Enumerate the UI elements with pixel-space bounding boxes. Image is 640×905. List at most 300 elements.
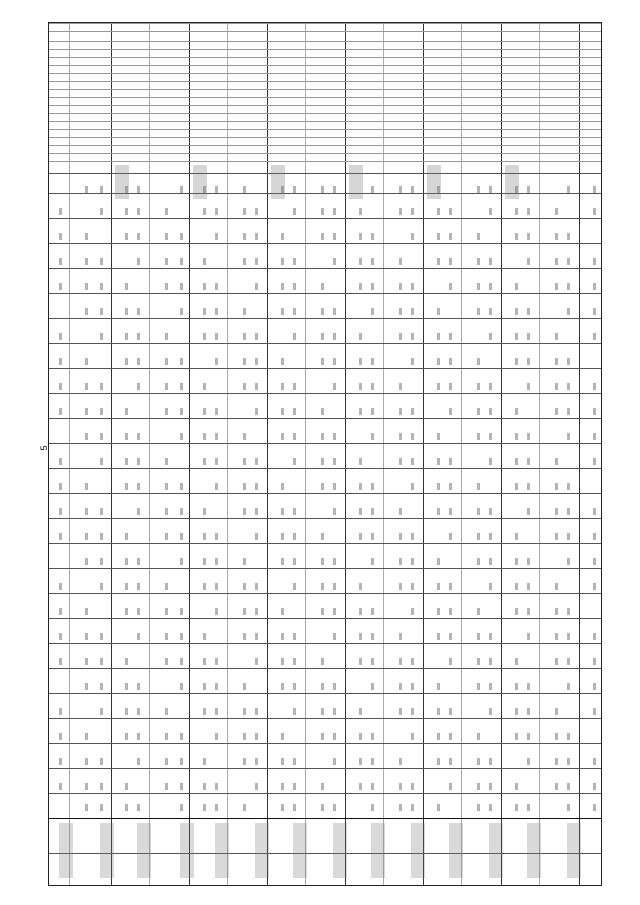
table-cell-value bbox=[321, 608, 324, 615]
table-cell-value bbox=[293, 433, 296, 440]
table-cell-value bbox=[477, 508, 480, 515]
table-cell-value bbox=[567, 233, 570, 240]
table-cell-value bbox=[100, 533, 103, 540]
table-cell-value bbox=[203, 383, 206, 390]
table-cell-value bbox=[165, 408, 168, 415]
table-cell-value bbox=[399, 408, 402, 415]
table-cell-value bbox=[527, 333, 530, 340]
table-cell-description bbox=[255, 823, 269, 878]
table-cell-value bbox=[165, 783, 168, 790]
table-cell-value bbox=[215, 683, 218, 690]
table-cell-value bbox=[203, 783, 206, 790]
table-cell-value bbox=[125, 283, 128, 290]
table-cell-value bbox=[203, 433, 206, 440]
table-cell-value bbox=[203, 333, 206, 340]
table-cell-value bbox=[243, 308, 246, 315]
table-column-rule bbox=[49, 518, 601, 519]
table-column-rule bbox=[49, 145, 601, 146]
table-cell-value bbox=[125, 804, 128, 811]
table-cell-value bbox=[489, 408, 492, 415]
table-cell-value bbox=[321, 433, 324, 440]
table-cell-value bbox=[567, 308, 570, 315]
table-cell-value bbox=[165, 658, 168, 665]
table-cell-value bbox=[555, 708, 558, 715]
table-cell-value bbox=[281, 733, 284, 740]
table-cell-value bbox=[399, 283, 402, 290]
table-cell-value bbox=[399, 308, 402, 315]
table-cell-value bbox=[399, 583, 402, 590]
table-cell-value bbox=[293, 583, 296, 590]
table-cell-value bbox=[333, 708, 336, 715]
table-cell-value bbox=[515, 733, 518, 740]
table-cell-value bbox=[593, 783, 596, 790]
table-cell-value bbox=[85, 783, 88, 790]
table-cell-value bbox=[137, 483, 140, 490]
table-cell-value bbox=[243, 483, 246, 490]
table-cell-value bbox=[281, 483, 284, 490]
table-column-rule bbox=[49, 97, 601, 98]
table-cell-value bbox=[215, 608, 218, 615]
table-cell-value bbox=[100, 383, 103, 390]
table-cell-value bbox=[527, 383, 530, 390]
table-cell-value bbox=[411, 533, 414, 540]
table-cell-value bbox=[515, 233, 518, 240]
table-cell-value bbox=[567, 258, 570, 265]
table-cell-value bbox=[371, 408, 374, 415]
table-cell-value bbox=[137, 583, 140, 590]
table-cell-value bbox=[293, 308, 296, 315]
table-cell-value bbox=[215, 408, 218, 415]
table-cell-value bbox=[477, 283, 480, 290]
table-cell-value bbox=[255, 658, 258, 665]
table-cell-value bbox=[321, 308, 324, 315]
table-cell-value bbox=[371, 508, 374, 515]
table-cell-value bbox=[449, 633, 452, 640]
table-cell-value bbox=[593, 283, 596, 290]
table-cell-value bbox=[125, 458, 128, 465]
table-cell-value bbox=[437, 633, 440, 640]
table-cell-value bbox=[125, 683, 128, 690]
table-column-rule bbox=[49, 161, 601, 162]
table-cell-value bbox=[59, 258, 62, 265]
table-cell-value bbox=[515, 608, 518, 615]
table-cell-value bbox=[489, 308, 492, 315]
table-cell-value bbox=[255, 383, 258, 390]
table-cell-value bbox=[411, 283, 414, 290]
table-cell-value bbox=[321, 658, 324, 665]
table-cell-value bbox=[437, 258, 440, 265]
table-cell-value bbox=[281, 608, 284, 615]
table-cell-value bbox=[59, 358, 62, 365]
table-column-rule bbox=[49, 243, 601, 244]
table-cell-value bbox=[399, 508, 402, 515]
table-cell-value bbox=[203, 658, 206, 665]
table-cell-value bbox=[100, 308, 103, 315]
table-cell-value bbox=[449, 483, 452, 490]
table-cell-value bbox=[399, 208, 402, 215]
table-cell-value bbox=[180, 508, 183, 515]
table-cell-value bbox=[567, 733, 570, 740]
table-cell-value bbox=[371, 483, 374, 490]
table-cell-value bbox=[255, 458, 258, 465]
table-column-rule bbox=[49, 418, 601, 419]
table-column-rule bbox=[49, 818, 601, 819]
table-cell-description bbox=[567, 823, 581, 878]
table-cell-value bbox=[100, 583, 103, 590]
table-cell-value bbox=[321, 733, 324, 740]
table-cell-value bbox=[125, 558, 128, 565]
table-cell-value bbox=[477, 758, 480, 765]
table-cell-value bbox=[359, 458, 362, 465]
table-cell-value bbox=[243, 358, 246, 365]
table-cell-value bbox=[137, 633, 140, 640]
table-cell-value bbox=[555, 608, 558, 615]
table-column-rule bbox=[49, 218, 601, 219]
table-cell-value bbox=[100, 283, 103, 290]
table-cell-value bbox=[165, 358, 168, 365]
table-sheet bbox=[48, 22, 602, 886]
table-cell-value bbox=[321, 283, 324, 290]
table-cell-value bbox=[437, 583, 440, 590]
page-number: 5 bbox=[39, 445, 49, 451]
table-cell-value bbox=[255, 583, 258, 590]
table-cell-value bbox=[137, 758, 140, 765]
table-cell-value bbox=[449, 283, 452, 290]
table-cell-value bbox=[527, 208, 530, 215]
table-cell-value bbox=[125, 358, 128, 365]
table-cell-value bbox=[593, 583, 596, 590]
table-cell-value bbox=[165, 708, 168, 715]
table-cell-value bbox=[293, 804, 296, 811]
table-cell-value bbox=[255, 608, 258, 615]
table-cell-value bbox=[255, 283, 258, 290]
table-cell-value bbox=[293, 458, 296, 465]
table-cell-value bbox=[359, 483, 362, 490]
table-cell-value bbox=[255, 233, 258, 240]
table-cell-value bbox=[165, 458, 168, 465]
table-cell-value bbox=[515, 583, 518, 590]
table-cell-value bbox=[411, 483, 414, 490]
table-cell-value bbox=[527, 258, 530, 265]
table-cell-value bbox=[165, 583, 168, 590]
table-cell-value bbox=[137, 233, 140, 240]
table-column-rule bbox=[49, 31, 601, 32]
table-cell-value bbox=[399, 558, 402, 565]
table-cell-value bbox=[180, 683, 183, 690]
table-cell-value bbox=[593, 258, 596, 265]
table-cell-value bbox=[100, 558, 103, 565]
table-cell-value bbox=[125, 483, 128, 490]
table-cell-value bbox=[449, 258, 452, 265]
table-cell-value bbox=[85, 258, 88, 265]
table-cell-value bbox=[215, 804, 218, 811]
table-cell-value bbox=[527, 458, 530, 465]
table-cell-value bbox=[489, 758, 492, 765]
table-cell-value bbox=[243, 383, 246, 390]
table-cell-value bbox=[449, 208, 452, 215]
table-cell-value bbox=[100, 458, 103, 465]
table-cell-value bbox=[281, 408, 284, 415]
table-cell-value bbox=[321, 583, 324, 590]
table-cell-value bbox=[371, 558, 374, 565]
table-cell-value bbox=[437, 608, 440, 615]
table-cell-value bbox=[437, 558, 440, 565]
table-cell-value bbox=[527, 733, 530, 740]
table-cell-value bbox=[449, 408, 452, 415]
table-cell-value bbox=[555, 658, 558, 665]
table-cell-value bbox=[180, 804, 183, 811]
table-cell-value bbox=[489, 433, 492, 440]
table-cell-value bbox=[411, 683, 414, 690]
table-cell-value bbox=[59, 508, 62, 515]
table-cell-value bbox=[371, 383, 374, 390]
table-cell-value bbox=[243, 208, 246, 215]
table-cell-value bbox=[359, 608, 362, 615]
table-cell-value bbox=[515, 408, 518, 415]
table-cell-value bbox=[165, 383, 168, 390]
table-cell-note bbox=[193, 165, 207, 199]
table-column-rule bbox=[49, 153, 601, 154]
table-cell-value bbox=[125, 408, 128, 415]
table-cell-value bbox=[411, 408, 414, 415]
table-cell-value bbox=[137, 258, 140, 265]
table-column-rule bbox=[49, 718, 601, 719]
table-cell-value bbox=[555, 533, 558, 540]
table-cell-value bbox=[321, 408, 324, 415]
table-cell-value bbox=[333, 733, 336, 740]
table-cell-value bbox=[515, 658, 518, 665]
table-cell-value bbox=[437, 508, 440, 515]
table-cell-value bbox=[203, 508, 206, 515]
table-cell-value bbox=[293, 658, 296, 665]
table-cell-value bbox=[203, 458, 206, 465]
table-cell-value bbox=[477, 433, 480, 440]
table-cell-value bbox=[180, 283, 183, 290]
table-cell-value bbox=[489, 783, 492, 790]
table-cell-value bbox=[371, 683, 374, 690]
table-cell-value bbox=[281, 358, 284, 365]
table-cell-value bbox=[449, 333, 452, 340]
table-cell-value bbox=[489, 558, 492, 565]
table-cell-value bbox=[255, 358, 258, 365]
table-column-rule bbox=[49, 73, 601, 74]
table-cell-value bbox=[555, 283, 558, 290]
table-cell-value bbox=[255, 633, 258, 640]
table-cell-value bbox=[449, 383, 452, 390]
table-column-rule bbox=[49, 793, 601, 794]
table-cell-value bbox=[477, 483, 480, 490]
table-cell-value bbox=[137, 308, 140, 315]
table-cell-value bbox=[411, 358, 414, 365]
table-cell-value bbox=[180, 633, 183, 640]
table-cell-value bbox=[281, 683, 284, 690]
table-cell-value bbox=[85, 433, 88, 440]
table-cell-value bbox=[399, 383, 402, 390]
table-cell-value bbox=[489, 333, 492, 340]
table-cell-value bbox=[333, 308, 336, 315]
table-cell-value bbox=[100, 804, 103, 811]
table-column-rule bbox=[49, 643, 601, 644]
table-cell-value bbox=[449, 733, 452, 740]
table-cell-value bbox=[333, 233, 336, 240]
table-cell-value bbox=[255, 408, 258, 415]
table-cell-value bbox=[125, 233, 128, 240]
table-cell-value bbox=[293, 383, 296, 390]
table-cell-value bbox=[477, 233, 480, 240]
table-cell-value bbox=[371, 258, 374, 265]
table-cell-value bbox=[281, 258, 284, 265]
table-cell-value bbox=[243, 186, 246, 193]
table-cell-value bbox=[567, 283, 570, 290]
table-cell-value bbox=[215, 733, 218, 740]
table-cell-value bbox=[449, 533, 452, 540]
table-cell-value bbox=[371, 733, 374, 740]
table-cell-value bbox=[489, 708, 492, 715]
table-cell-value bbox=[165, 258, 168, 265]
table-cell-value bbox=[59, 758, 62, 765]
table-cell-value bbox=[567, 358, 570, 365]
table-cell-value bbox=[359, 333, 362, 340]
table-cell-value bbox=[59, 233, 62, 240]
table-cell-value bbox=[59, 458, 62, 465]
table-cell-value bbox=[527, 308, 530, 315]
table-cell-value bbox=[593, 433, 596, 440]
table-cell-description bbox=[100, 823, 114, 878]
table-cell-value bbox=[567, 383, 570, 390]
table-cell-value bbox=[137, 683, 140, 690]
table-cell-value bbox=[567, 533, 570, 540]
table-cell-value bbox=[411, 186, 414, 193]
table-cell-value bbox=[489, 508, 492, 515]
table-cell-value bbox=[333, 458, 336, 465]
table-cell-value bbox=[359, 733, 362, 740]
table-cell-value bbox=[411, 783, 414, 790]
table-cell-value bbox=[515, 208, 518, 215]
table-cell-value bbox=[489, 383, 492, 390]
table-cell-value bbox=[567, 683, 570, 690]
table-cell-value bbox=[567, 758, 570, 765]
table-cell-value bbox=[449, 758, 452, 765]
table-cell-value bbox=[293, 558, 296, 565]
table-cell-description bbox=[527, 823, 541, 878]
table-cell-value bbox=[281, 433, 284, 440]
table-cell-value bbox=[203, 208, 206, 215]
table-cell-value bbox=[321, 208, 324, 215]
table-cell-value bbox=[359, 533, 362, 540]
table-cell-value bbox=[399, 258, 402, 265]
table-cell-value bbox=[333, 804, 336, 811]
table-cell-value bbox=[449, 658, 452, 665]
table-cell-value bbox=[215, 583, 218, 590]
table-column-rule bbox=[49, 543, 601, 544]
table-cell-value bbox=[411, 658, 414, 665]
table-cell-value bbox=[125, 658, 128, 665]
table-cell-value bbox=[449, 233, 452, 240]
table-cell-value bbox=[215, 308, 218, 315]
table-column-rule bbox=[49, 121, 601, 122]
table-cell-value bbox=[100, 658, 103, 665]
table-cell-value bbox=[411, 433, 414, 440]
table-cell-value bbox=[489, 533, 492, 540]
table-cell-description bbox=[180, 823, 194, 878]
table-cell-value bbox=[281, 533, 284, 540]
table-cell-value bbox=[281, 758, 284, 765]
table-cell-value bbox=[203, 708, 206, 715]
table-cell-value bbox=[333, 683, 336, 690]
table-cell-value bbox=[59, 208, 62, 215]
table-cell-value bbox=[100, 683, 103, 690]
table-cell-description bbox=[59, 823, 73, 878]
table-cell-value bbox=[59, 583, 62, 590]
table-cell-value bbox=[437, 733, 440, 740]
table-column-rule bbox=[49, 318, 601, 319]
table-cell-value bbox=[215, 283, 218, 290]
table-cell-value bbox=[203, 583, 206, 590]
table-cell-value bbox=[180, 783, 183, 790]
table-cell-value bbox=[293, 783, 296, 790]
table-cell-value bbox=[59, 658, 62, 665]
table-column-rule bbox=[49, 293, 601, 294]
table-cell-value bbox=[371, 608, 374, 615]
table-cell-value bbox=[371, 633, 374, 640]
table-cell-value bbox=[527, 233, 530, 240]
table-cell-value bbox=[281, 804, 284, 811]
table-cell-value bbox=[255, 758, 258, 765]
table-cell-value bbox=[515, 708, 518, 715]
table-cell-value bbox=[137, 558, 140, 565]
table-cell-value bbox=[437, 804, 440, 811]
table-cell-value bbox=[593, 804, 596, 811]
table-cell-value bbox=[515, 558, 518, 565]
table-cell-value bbox=[85, 283, 88, 290]
table-cell-value bbox=[437, 233, 440, 240]
table-cell-value bbox=[437, 433, 440, 440]
table-cell-value bbox=[371, 533, 374, 540]
table-cell-value bbox=[555, 783, 558, 790]
table-cell-value bbox=[243, 804, 246, 811]
table-cell-value bbox=[255, 258, 258, 265]
table-cell-value bbox=[477, 558, 480, 565]
table-cell-value bbox=[411, 233, 414, 240]
table-column-rule bbox=[49, 693, 601, 694]
table-cell-value bbox=[593, 508, 596, 515]
table-cell-value bbox=[125, 583, 128, 590]
table-cell-value bbox=[477, 804, 480, 811]
table-cell-description bbox=[371, 823, 385, 878]
table-cell-value bbox=[399, 658, 402, 665]
table-cell-value bbox=[527, 558, 530, 565]
table-cell-value bbox=[255, 733, 258, 740]
table-cell-value bbox=[203, 804, 206, 811]
table-cell-value bbox=[489, 804, 492, 811]
table-cell-value bbox=[137, 333, 140, 340]
table-cell-value bbox=[437, 758, 440, 765]
table-cell-value bbox=[333, 633, 336, 640]
table-cell-value bbox=[281, 508, 284, 515]
table-cell-value bbox=[399, 758, 402, 765]
table-cell-value bbox=[359, 583, 362, 590]
table-column-rule bbox=[49, 23, 601, 24]
table-cell-value bbox=[243, 583, 246, 590]
table-cell-value bbox=[515, 283, 518, 290]
table-cell-value bbox=[555, 583, 558, 590]
table-cell-value bbox=[527, 804, 530, 811]
table-cell-value bbox=[137, 708, 140, 715]
table-cell-value bbox=[333, 258, 336, 265]
table-cell-value bbox=[85, 533, 88, 540]
table-cell-value bbox=[321, 358, 324, 365]
table-cell-value bbox=[85, 633, 88, 640]
